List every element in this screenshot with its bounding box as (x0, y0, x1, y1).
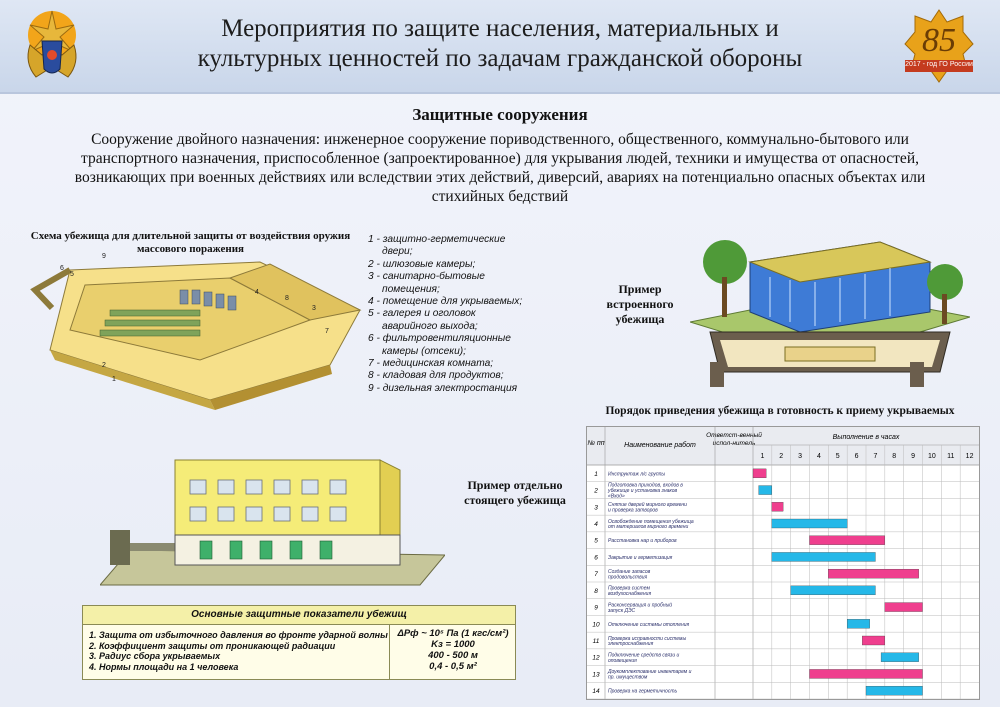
gantt-col-num: № пп (587, 440, 605, 447)
gantt-row-num: 4 (594, 521, 598, 528)
shelter-scheme-illustration (30, 250, 365, 410)
gantt-row-name: пр. имуществом (608, 674, 648, 681)
legend-line: 9 - дизельная электростанция (368, 382, 518, 394)
scheme-label-3: 3 (312, 305, 316, 312)
indicators-items (89, 630, 389, 672)
readiness-gantt-table (586, 426, 980, 700)
gantt-row-name: Проверка систем (608, 585, 650, 592)
legend-line: 3 - санитарно-бытовые (368, 271, 485, 283)
gantt-bar (810, 669, 923, 678)
gantt-col-resp: Ответст-венный (706, 432, 762, 439)
gantt-row-num: 1 (594, 470, 598, 478)
page-title-line2: культурных ценностей по задачам гражданской обороны (197, 45, 803, 72)
gantt-bar (862, 636, 885, 645)
gantt-col-hours: Выполнение в часах (832, 434, 900, 441)
gantt-row-name: Инструктаж л/с группы (608, 471, 666, 478)
legend-line: аварийного выхода; (382, 320, 478, 332)
legend-line: 5 - галерея и оголовок (368, 308, 476, 320)
gantt-bar (753, 469, 766, 478)
gantt-row-num: 12 (592, 654, 600, 662)
gantt-row-name: от материалов мирного времени (608, 524, 689, 531)
gantt-row-num: 6 (594, 554, 598, 562)
gantt-row-num: 7 (594, 571, 598, 579)
badge-caption: 2017 - год ГО России (905, 61, 973, 68)
gantt-row-name: «Вход» (608, 493, 625, 500)
gantt-hour-label: 6 (854, 453, 859, 460)
gantt-row-name: и проверка затворов (608, 507, 658, 514)
indicator-value: Kз = 1000 (431, 639, 475, 650)
gantt-hour-label: 8 (892, 453, 897, 460)
gantt-row-name: Отключение системы отопления (608, 621, 690, 628)
gantt-bar (772, 519, 847, 528)
indicator-item: 1. Защита от избыточного давления во фронте ударной волны (89, 630, 388, 640)
scheme-label-5: 5 (70, 271, 74, 278)
legend-line: 4 - помещение для укрываемых; (368, 296, 523, 308)
gantt-bar (866, 686, 923, 695)
legend-line: 7 - медицинская комната; (368, 358, 494, 370)
legend-line: камеры (отсеки); (382, 345, 467, 357)
legend-line: 8 - кладовая для продуктов; (368, 370, 504, 382)
gantt-row-name: воздухоснабжения (608, 591, 652, 598)
gantt-hour-label: 2 (779, 453, 784, 460)
gantt-hour-label: 5 (835, 453, 840, 460)
built-in-shelter-caption: Пример встроенного убежища (606, 282, 674, 326)
gantt-bar (810, 536, 885, 545)
gantt-row-name: Проверка на герметичность (608, 688, 678, 695)
gantt-bar (772, 552, 876, 561)
gantt-row-name: Подключение средств связи и (608, 652, 680, 659)
gantt-row-name: запуск ДЭС (608, 607, 636, 614)
gantt-row-name: Создание запасов (608, 568, 651, 575)
indicator-item: 2. Коэффициент защиты от проникающей радиации (89, 640, 336, 651)
built-in-shelter-illustration (690, 222, 970, 397)
anniversary-badge (903, 8, 975, 86)
scheme-label-2: 2 (102, 362, 106, 369)
legend-line: помещения; (382, 283, 440, 295)
legend-line: 2 - шлюзовые камеры; (368, 258, 476, 270)
indicators-values (395, 628, 511, 672)
gantt-row-name: оповещения (608, 657, 637, 664)
gantt-hour-label: 3 (798, 453, 803, 460)
gantt-row-name: Закрытие и герметизация (608, 554, 673, 561)
scheme-legend (368, 234, 568, 395)
indicators-divider (389, 624, 390, 679)
gantt-row-name: Проверка исправности системы (608, 635, 687, 642)
standalone-shelter-caption: Пример отдельно стоящего убежища (464, 478, 566, 507)
gantt-hour-label: 1 (760, 453, 765, 460)
indicator-value: ΔPф ~ 10⁵ Па (1 кгс/см²) (397, 628, 509, 639)
legend-line: двери; (382, 246, 413, 258)
indicator-value: 400 - 500 м (428, 650, 478, 661)
gantt-bar (759, 486, 772, 495)
gantt-col-name: Наименование работ (624, 442, 696, 449)
gantt-hour-label: 7 (873, 453, 878, 460)
gantt-row-num: 8 (594, 587, 598, 595)
indicator-value: 0,4 - 0,5 м² (429, 661, 477, 672)
gantt-chart (587, 427, 979, 699)
legend-line: 1 - защитно-герметические (368, 234, 506, 245)
gantt-row-num: 13 (592, 671, 600, 679)
indicator-item: 3. Радиус сбора укрываемых (89, 651, 221, 661)
scheme-label-8: 8 (285, 295, 289, 302)
gantt-hour-label: 12 (965, 453, 974, 460)
scheme-label-9: 9 (102, 253, 106, 260)
gantt-row-num: 11 (592, 638, 600, 645)
scheme-label-6: 6 (60, 265, 64, 272)
standalone-shelter-illustration (100, 455, 445, 595)
gantt-bar (885, 603, 923, 612)
gantt-row-name: Подготовка приходов, входов в (608, 482, 683, 489)
gantt-row-num: 9 (594, 604, 598, 612)
scheme-label-4: 4 (255, 289, 259, 296)
indicator-item: 4. Нормы площади на 1 человека (89, 661, 239, 672)
indicators-table (82, 605, 516, 680)
gantt-row-num: 10 (592, 621, 600, 629)
scheme-label-7: 7 (325, 328, 329, 335)
gantt-title: Порядок приведения убежища в готовность к приему укрываемых (605, 405, 955, 417)
gantt-hour-label: 10 (928, 453, 936, 460)
badge-number: 85 (922, 22, 956, 59)
gantt-row-name: убежище и установка знаков (608, 488, 678, 495)
section-title: Защитные сооружения (412, 105, 588, 124)
gantt-row-num: 14 (592, 688, 600, 696)
gantt-bar (791, 586, 876, 595)
gantt-row-name: Снятие дверей мирного времени (608, 502, 687, 509)
page-title-line1: Мероприятия по защите населения, материальных и (221, 15, 779, 42)
legend-line: 6 - фильтровентиляционные (368, 333, 511, 345)
gantt-bar (881, 653, 919, 662)
gantt-col-resp: испол-нитель (712, 440, 756, 447)
gantt-row-name: Доукомплектование инвентарем и (608, 669, 692, 676)
gantt-bar (772, 502, 783, 511)
gantt-row-name: Освобождение помещения убежища (608, 518, 694, 525)
gantt-bar (847, 619, 870, 628)
scheme-label-1: 1 (112, 376, 116, 383)
gantt-row-name: Расстановка нар и приборов (608, 538, 677, 545)
gantt-row-num: 3 (594, 504, 598, 512)
emblem-icon (22, 5, 82, 89)
gantt-row-num: 5 (594, 537, 598, 545)
gantt-row-num: 2 (594, 487, 598, 495)
gantt-hour-label: 9 (911, 453, 916, 460)
gantt-hour-label: 11 (947, 453, 955, 460)
indicators-title: Основные защитные показатели убежищ (83, 606, 515, 625)
page-title (100, 14, 900, 74)
gantt-row-name: Расконсервация и пробный (608, 602, 673, 609)
gantt-bar (828, 569, 918, 578)
gantt-row-name: электроснабжения (608, 641, 654, 648)
gantt-hour-label: 4 (816, 453, 821, 460)
intro-paragraph: Сооружение двойного назначения: инженерное сооружение пориводственного, общественного, коммунально-бытового или транспортного назначения, приспособленное (запроектированное) для укрывания людей, техники и имущества от опасностей, возникающих при военных действиях или вследствии этих действий, диверсий, авариях на потенциально опасных объектах или стихийных бедствий (74, 131, 926, 205)
scheme-title: Схема убежища для длительной защиты от воздействия оружия массового поражения (30, 230, 351, 255)
gantt-row-name: продовольствия (608, 574, 648, 581)
